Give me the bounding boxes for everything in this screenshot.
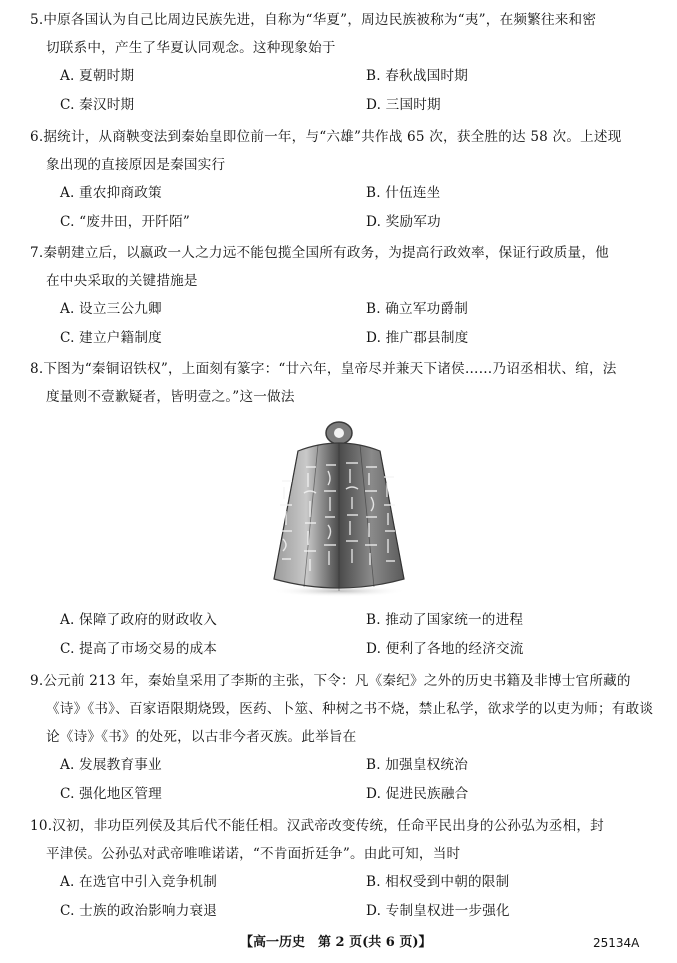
question-stem-line: 平津侯。公孙弘对武帝唯唯诺诺，“不肯面折廷争”。由此可知，当时 — [46, 846, 461, 862]
option-c: C. 强化地区管理 — [60, 786, 162, 802]
option-b: B. 什伍连坐 — [366, 185, 441, 201]
option-b: B. 加强皇权统治 — [366, 757, 468, 773]
option-b: B. 推动了国家统一的进程 — [366, 612, 524, 628]
option-d: D. 三国时期 — [366, 97, 441, 113]
page-footer — [0, 932, 677, 954]
options-grid — [30, 868, 655, 926]
option-a: A. 夏朝时期 — [60, 68, 135, 84]
question-stem-line: 8.下图为“秦铜诏铁权”，上面刻有篆字：“廿六年，皇帝尽并兼天下诸侯……乃诏丞相状、绾，法 — [30, 361, 617, 377]
footer-page-info: 【高一历史 第 2 页(共 6 页)】 — [240, 935, 432, 950]
question-stem-line: 在中央采取的关键措施是 — [46, 273, 198, 289]
option-c: C. 提高了市场交易的成本 — [60, 641, 218, 657]
question-8 — [30, 355, 655, 411]
option-a: A. 重农抑商政策 — [60, 185, 162, 201]
options-grid — [30, 62, 655, 120]
option-d: D. 推广郡县制度 — [366, 330, 469, 346]
question-6 — [30, 123, 655, 237]
question-stem-line: 切联系中，产生了华夏认同观念。这种现象始于 — [46, 40, 336, 56]
option-b: B. 确立军功爵制 — [366, 301, 468, 317]
option-a: A. 在选官中引入竞争机制 — [60, 874, 217, 890]
options-grid — [30, 295, 655, 353]
option-d: D. 奖励军功 — [366, 214, 441, 230]
question-stem-line: 论《诗》《书》的处死，以古非今者灭族。此举旨在 — [46, 729, 357, 745]
footer-exam-code: 25134A — [593, 936, 640, 950]
question-stem-line: 7.秦朝建立后，以嬴政一人之力远不能包揽全国所有政务，为提高行政效率，保证行政质量，他 — [30, 245, 609, 261]
question-stem-line: 《诗》《书》、百家语限期烧毁，医药、卜筮、种树之书不烧，禁止私学，欲求学的以吏为师；有敢谈 — [46, 701, 654, 717]
option-c: C. 秦汉时期 — [60, 97, 135, 113]
option-a: A. 发展教育事业 — [60, 757, 162, 773]
question-stem-line: 5.中原各国认为自己比周边民族先进，自称为“华夏”，周边民族被称为“夷”，在频繁往来和密 — [30, 12, 597, 28]
question-9 — [30, 667, 655, 809]
option-d: D. 专制皇权进一步强化 — [366, 903, 510, 919]
options-grid — [30, 606, 655, 664]
options-grid — [30, 179, 655, 237]
options-grid — [30, 751, 655, 809]
question-stem-line: 10.汉初，非功臣列侯及其后代不能任相。汉武帝改变传统，任命平民出身的公孙弘为丞相，封 — [30, 818, 604, 834]
option-b: B. 相权受到中朝的限制 — [366, 874, 510, 890]
question-7 — [30, 239, 655, 353]
option-c: C. 士族的政治影响力衰退 — [60, 903, 218, 919]
option-d: D. 促进民族融合 — [366, 786, 469, 802]
question-10 — [30, 812, 655, 926]
question-stem-line: 度量则不壹歉疑者，皆明壹之。”这一做法 — [46, 389, 295, 405]
option-b: B. 春秋战国时期 — [366, 68, 468, 84]
option-a: A. 设立三公九卿 — [60, 301, 162, 317]
qin-weight-image — [268, 421, 410, 597]
question-stem-line: 象出现的直接原因是秦国实行 — [46, 157, 226, 173]
question-stem-line: 6.据统计，从商鞅变法到秦始皇即位前一年，与“六雄”共作战 65 次，获全胜的达 58 次。上述现 — [30, 129, 622, 145]
question-5 — [30, 6, 655, 120]
question-stem-line: 9.公元前 213 年，秦始皇采用了李斯的主张，下令：凡《秦纪》之外的历史书籍及非博士官所藏的 — [30, 673, 631, 689]
option-c: C. 建立户籍制度 — [60, 330, 162, 346]
option-d: D. 便利了各地的经济交流 — [366, 641, 524, 657]
option-a: A. 保障了政府的财政收入 — [60, 612, 217, 628]
option-c: C. “废井田，开阡陌” — [60, 214, 191, 230]
question-8-options — [30, 606, 655, 664]
